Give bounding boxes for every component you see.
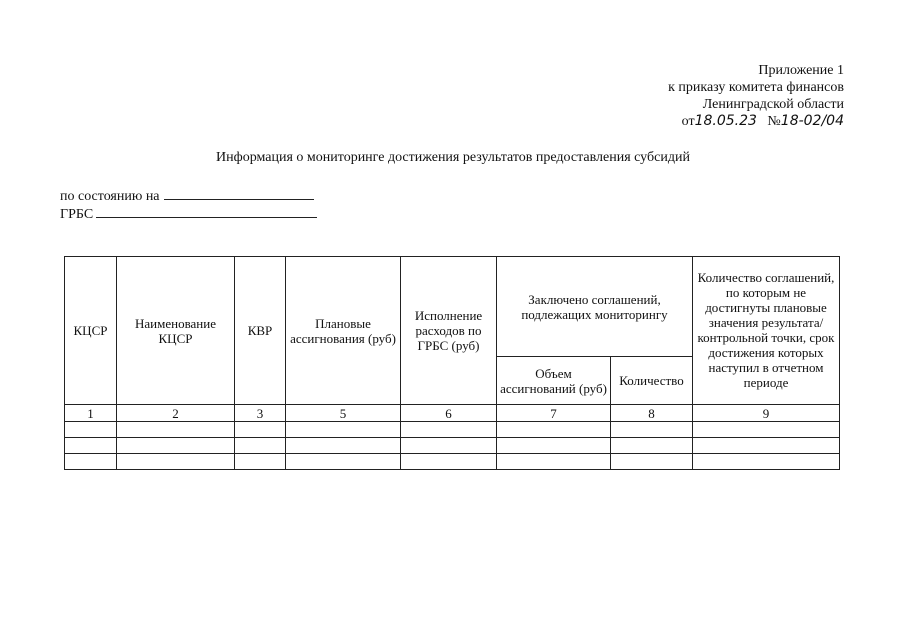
table-row (65, 422, 840, 438)
table-cell (65, 454, 117, 470)
column-number: 2 (117, 405, 235, 422)
table-cell (286, 422, 401, 438)
header-agreements-volume: Объем ассигнований (руб) (497, 357, 611, 405)
table-cell (497, 454, 611, 470)
header-agreements: Заключено соглашений, подлежащих мониторингу (497, 257, 693, 357)
table-cell (401, 454, 497, 470)
table-cell (117, 422, 235, 438)
table-cell (286, 438, 401, 454)
table-cell (611, 422, 693, 438)
grbs-blank-line (96, 203, 317, 218)
column-number: 6 (401, 405, 497, 422)
column-number: 7 (497, 405, 611, 422)
header-kcsr-name: Наименование КЦСР (117, 257, 235, 405)
column-number: 3 (235, 405, 286, 422)
as-of-field (60, 185, 314, 205)
header-planned: Плановые ассигнования (руб) (286, 257, 401, 405)
grbs-label: ГРБС (60, 207, 94, 222)
appendix-line-1: Приложение 1 (758, 63, 844, 78)
table-cell (401, 422, 497, 438)
monitoring-table (64, 256, 840, 470)
date-prefix: от (681, 114, 695, 129)
table-cell (117, 454, 235, 470)
number-prefix: № (767, 114, 781, 129)
column-number: 9 (693, 405, 840, 422)
header-kcsr: КЦСР (65, 257, 117, 405)
appendix-line-2: к приказу комитета финансов (668, 80, 844, 95)
table-cell (235, 454, 286, 470)
table-cell (611, 438, 693, 454)
table-cell (401, 438, 497, 454)
table-cell (65, 438, 117, 454)
grbs-field (60, 203, 317, 223)
document-title: Информация о мониторинге достижения результатов предоставления субсидий (216, 150, 690, 165)
table-cell (497, 438, 611, 454)
column-number: 5 (286, 405, 401, 422)
appendix-block (544, 62, 844, 130)
empty-rows-body (65, 422, 840, 470)
header-not-achieved: Количество соглашений, по которым не достигнуты плановые значения результата/ контрольной точки, срок достижения которых наступил в отчетном периоде (693, 257, 840, 405)
table-cell (497, 422, 611, 438)
handwritten-number: 18-02/04 (780, 113, 844, 129)
appendix-date-line (544, 113, 844, 130)
header-kvr: КВР (235, 257, 286, 405)
header-execution: Исполнение расходов по ГРБС (руб) (401, 257, 497, 405)
table-cell (235, 438, 286, 454)
table-cell (693, 454, 840, 470)
handwritten-date: 18.05.23 (694, 113, 757, 129)
table-cell (235, 422, 286, 438)
as-of-blank-line (164, 185, 314, 200)
column-number: 1 (65, 405, 117, 422)
table-cell (286, 454, 401, 470)
column-number: 8 (611, 405, 693, 422)
as-of-label: по состоянию на (60, 189, 160, 204)
table-cell (117, 438, 235, 454)
table-cell (693, 438, 840, 454)
appendix-line-3: Ленинградской области (702, 97, 844, 112)
header-agreements-count: Количество (611, 357, 693, 405)
table-cell (693, 422, 840, 438)
table-cell (611, 454, 693, 470)
table-row (65, 454, 840, 470)
table-row (65, 438, 840, 454)
table-cell (65, 422, 117, 438)
